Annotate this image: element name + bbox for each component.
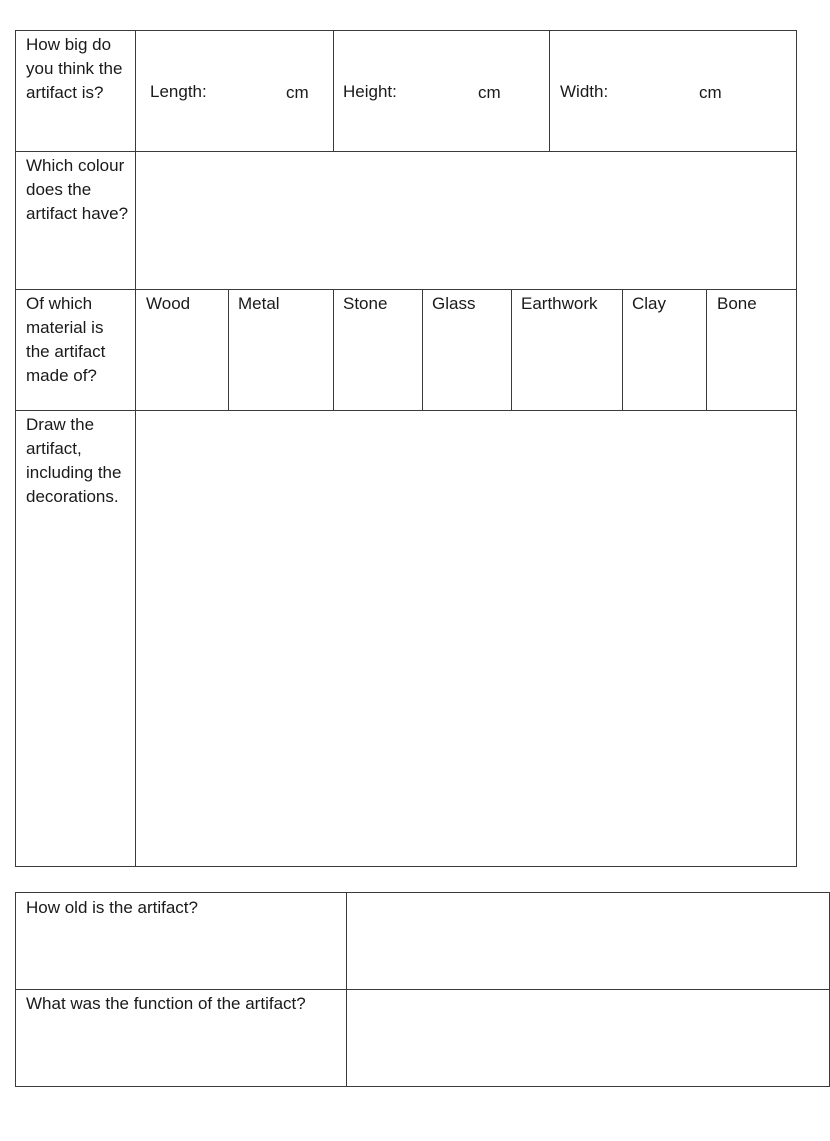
material-option-clay[interactable] <box>623 290 706 410</box>
width-unit: cm <box>699 83 722 102</box>
material-option-metal[interactable] <box>229 290 333 410</box>
material-option-label: Metal <box>238 294 280 313</box>
age-question: How old is the artifact? <box>26 898 198 917</box>
height-label: Height: <box>343 82 397 101</box>
material-option-earthwork[interactable] <box>512 290 622 410</box>
width-answer-field[interactable] <box>554 68 792 116</box>
table-border <box>15 30 797 31</box>
height-unit: cm <box>478 83 501 102</box>
table-border <box>15 892 16 1087</box>
table-border <box>15 1086 830 1087</box>
material-option-stone[interactable] <box>334 290 422 410</box>
function-answer-field[interactable] <box>348 991 828 1085</box>
function-question: What was the function of the artifact? <box>26 994 306 1013</box>
drawing-question: Draw the artifact, including the decorations. <box>26 415 122 506</box>
material-option-label: Bone <box>717 294 757 313</box>
table-border <box>15 892 830 893</box>
table-border <box>549 30 550 152</box>
material-option-label: Clay <box>632 294 667 313</box>
table-border <box>15 989 830 990</box>
length-answer-field[interactable] <box>140 68 328 116</box>
colour-answer-field[interactable] <box>137 153 795 288</box>
height-answer-field[interactable] <box>338 68 544 116</box>
table-border <box>15 410 797 411</box>
drawing-area[interactable] <box>137 412 795 865</box>
table-border <box>796 30 797 867</box>
material-option-wood[interactable] <box>136 290 228 410</box>
age-answer-field[interactable] <box>348 894 828 988</box>
length-unit: cm <box>286 83 309 102</box>
material-option-glass[interactable] <box>423 290 511 410</box>
width-label: Width: <box>560 82 609 101</box>
material-option-label: Earthwork <box>521 294 598 313</box>
material-option-label: Wood <box>146 294 191 313</box>
material-option-label: Glass <box>432 294 476 313</box>
colour-question: Which colour does the artifact have? <box>26 156 129 223</box>
material-option-label: Stone <box>343 294 388 313</box>
material-question: Of which material is the artifact made of? <box>26 294 106 385</box>
table-border <box>15 866 797 867</box>
length-label: Length: <box>150 82 207 101</box>
material-option-bone[interactable] <box>707 290 796 410</box>
table-border <box>15 151 797 152</box>
table-border <box>346 892 347 1087</box>
table-border <box>135 30 136 867</box>
size-question: How big do you think the artifact is? <box>26 35 123 102</box>
table-border <box>333 30 334 152</box>
